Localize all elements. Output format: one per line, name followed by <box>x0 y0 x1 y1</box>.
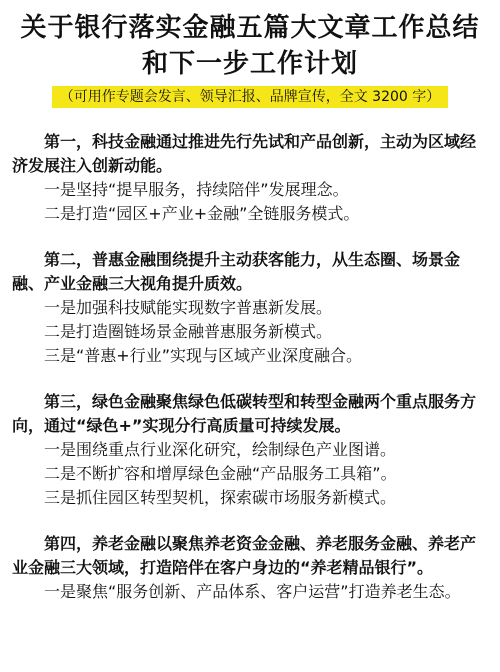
section-item: 一是加强科技赋能实现数字普惠新发展。 <box>44 298 333 317</box>
section-heading: 第三，绿色金融聚焦绿色低碳转型和转型金融两个重点服务方向，通过“绿色+”实现分行高质量可持续发展。 <box>12 392 477 435</box>
subtitle-highlight: （可用作专题会发言、领导汇报、品牌宣传，全文 3200 字） <box>52 86 449 108</box>
section-1 <box>12 130 488 226</box>
section-heading: 第二，普惠金融围绕提升主动获客能力，从生态圈、场景金融、产业金融三大视角提升质效。 <box>12 250 461 293</box>
section-item: 二是打造圈链场景金融普惠服务新模式。 <box>44 322 333 341</box>
subtitle-wrap <box>12 86 488 108</box>
page-title: 关于银行落实金融五篇大文章工作总结和下一步工作计划 <box>20 13 480 79</box>
document-page <box>0 10 500 672</box>
section-item: 一是聚焦“服务创新、产品体系、客户运营”打造养老生态。 <box>44 582 461 601</box>
section-item: 一是坚持“提早服务，持续陪伴”发展理念。 <box>44 180 349 199</box>
section-heading: 第一，科技金融通过推进先行先试和产品创新，主动为区域经济发展注入创新动能。 <box>12 132 477 175</box>
section-4 <box>12 532 488 604</box>
section-3 <box>12 390 488 510</box>
section-item: 二是不断扩容和增厚绿色金融“产品服务工具箱”。 <box>44 464 397 483</box>
section-heading: 第四，养老金融以聚焦养老资金金融、养老服务金融、养老产业金融三大领域，打造陪伴在客户身边的“养老精品银行”。 <box>12 534 477 577</box>
section-item: 三是“普惠+行业”实现与区域产业深度融合。 <box>44 346 362 365</box>
section-item: 一是围绕重点行业深化研究，绘制绿色产业图谱。 <box>44 440 397 459</box>
section-2 <box>12 248 488 368</box>
section-item: 三是抓住园区转型契机，探索碳市场服务新模式。 <box>44 488 397 507</box>
section-item: 二是打造“园区+产业+金融”全链服务模式。 <box>44 204 360 223</box>
